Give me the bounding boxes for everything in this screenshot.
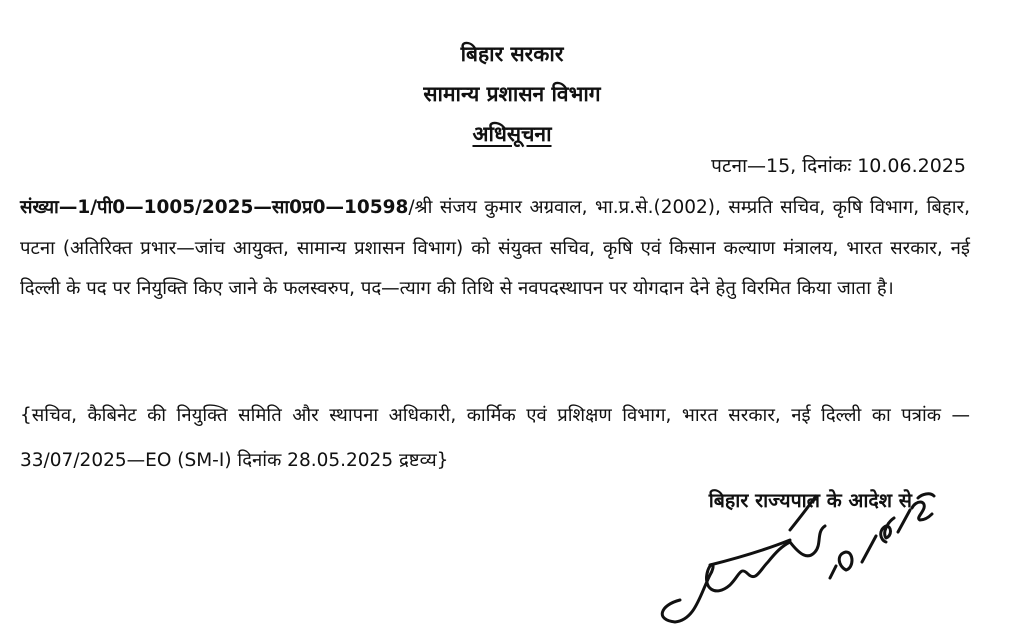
notification-title bbox=[0, 120, 1024, 148]
order-line: बिहार राज्यपाल के आदेश से bbox=[708, 489, 912, 512]
department-heading: सामान्य प्रशासन विभाग bbox=[423, 82, 601, 106]
government-heading: बिहार सरकार bbox=[460, 42, 564, 66]
notification-title-text: अधिसूचना bbox=[472, 122, 552, 146]
notification-paragraph-1 bbox=[20, 188, 970, 310]
notification-paragraph-2: {सचिव, कैबिनेट की नियुक्ति समिति और स्थापना अधिकारी, कार्मिक एवं प्रशिक्षण विभाग, भारत सरकार, नई दिल्ली का पत्रांक —33/07/2025—EO (SM-I) दिनांक 28.05.2025 द्रष्टव्य} bbox=[20, 405, 970, 471]
paragraph-1-text: /श्री संजय कुमार अग्रवाल, भा.प्र.से.(2002), सम्प्रति सचिव, कृषि विभाग, बिहार, पटना (अतिरिक्त प्रभार—जांच आयुक्त, सामान्य प्रशासन विभाग) को संयुक्त सचिव, कृषि एवं किसान कल्याण मंत्रालय, भारत सरकार, नई दिल्ली के पद पर नियुक्ति किए जाने के फलस्वरुप, पद—त्याग की तिथि से नवपदस्थापन पर योगदान देने हेतु विरमित किया जाता है। bbox=[20, 197, 970, 299]
reference-number: संख्या—1/पी0—1005/2025—सा0प्र0—10598 bbox=[20, 197, 409, 218]
signature-image bbox=[640, 470, 940, 624]
place-date: पटना—15, दिनांकः 10.06.2025 bbox=[711, 155, 966, 177]
